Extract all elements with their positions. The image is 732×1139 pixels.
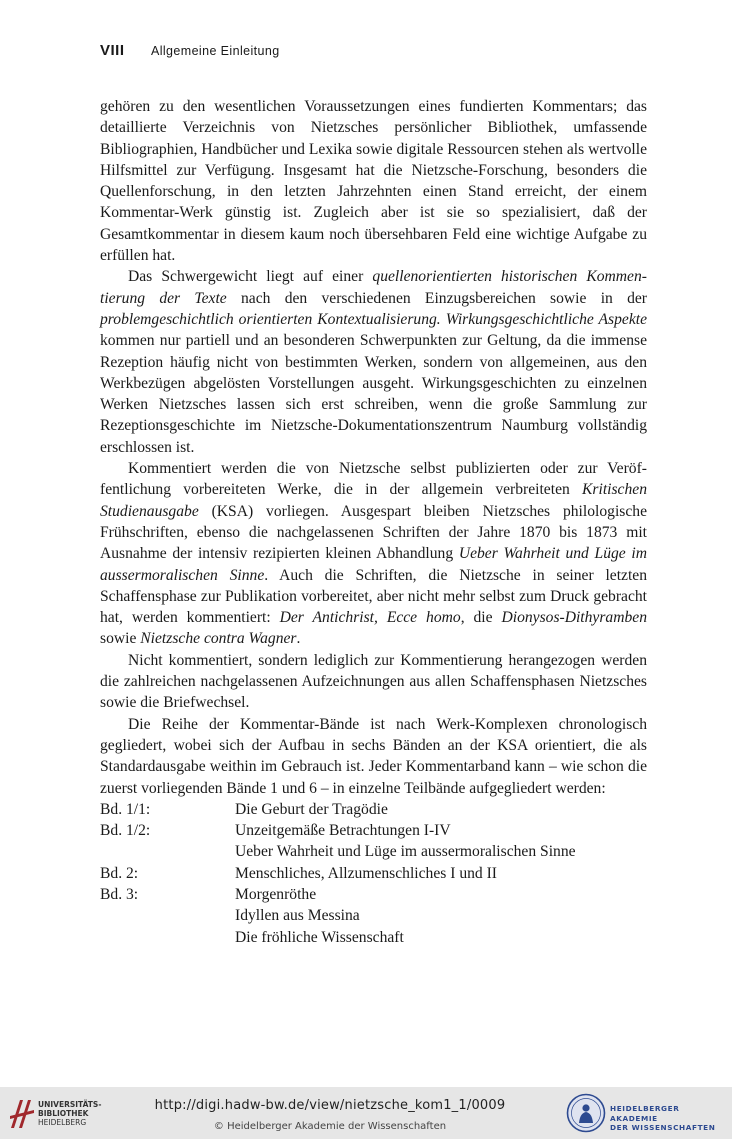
italic-run: problemgeschichtlich orientierten Kontextualisierung. Wirkungsgeschichtliche Aspekte [100, 310, 647, 328]
paragraph-4: Nicht kommentiert, sondern lediglich zur Kommentierung herangezogen werden die zahlreichen nachgelassenen Aufzeichnungen aus allen Schaffensphasen Nietzsches sowie die Briefwechsel. [100, 651, 647, 712]
volume-row [100, 927, 647, 948]
volume-label [100, 905, 235, 926]
volume-title: Menschliches, Allzumenschliches I und II [235, 864, 497, 882]
volume-title: Idyllen aus Messina [235, 907, 360, 925]
text-run: Das Schwergewicht liegt auf einer [128, 268, 373, 286]
text-run: , die [460, 609, 502, 627]
ub-name-line: UNIVERSITÄTS- [38, 1100, 102, 1109]
text-run: . Auch die Schriften, die Nietzsche in seiner letzten Schaffensphase zur Publikation vorbereitet, aber nicht mehr selbst zum Druck gebracht hat, werden kommentiert: [100, 566, 648, 627]
ub-name-line: HEIDELBERG [38, 1118, 87, 1127]
text-run: kommen nur partiell und an besonderen Schwerpunkten zur Geltung, da die immense Rezeption häufig nicht von bestimmten Werken, sondern von allgemeinen, aus den Werkbezügen abgelösten Vorstellungen ausgeht. Wirkungsgeschichten zu einzelnen Werken Nietzsches lassen sich erst schreiben, wenn die große Sammlung zur Rezeptionsgeschichte im Nietzsche-Dokumentationszentrum Naumburg vollständig erschlossen ist. [100, 332, 647, 456]
volume-title: Unzeitgemäße Betrachtungen I-IV [235, 822, 451, 840]
volume-label [100, 927, 235, 948]
volume-row [100, 820, 647, 841]
academy-name-line: DER WISSENSCHAFTEN [610, 1123, 716, 1132]
volume-label: Bd. 1/1: [100, 800, 151, 818]
text-run: . [296, 630, 301, 648]
paragraph-1: gehören zu den wesentlichen Voraussetzungen eines fundierten Kommentars; das detaillierte Verzeichnis von Nietzsches persönlicher Bibliothek, umfassende Bibliographien, Handbücher und Lexika sowie digitale Ressourcen stehen als wertvolle Hilfsmittel zur Verfügung. Insgesamt hat die Nietzsche-Forschung, besonders die Quellenforschung, in den letzten Jahrzehnten einen Stand erreicht, der einem Kommentar-Werk günstig ist. Zugleich aber ist sie so spezialisiert, daß der Gesamtkommentar in diesem kaum noch übersehbaren Feld eine wichtige Aufgabe zu erfüllen hat. [100, 98, 647, 265]
paragraph-5: Die Reihe der Kommentar-Bände ist nach Werk-Komplexen chronologisch gegliedert, wobei sich der Aufbau in sechs Bänden an der KSA orientiert, die als Standardausgabe weithin im Gebrauch ist. Jeder Kommentarband kann – wie schon die zuerst vorliegenden Bände 1 und 6 – in einzelne Teilbände aufgegliedert werden: [100, 715, 647, 797]
volume-row [100, 863, 647, 884]
volume-row [100, 841, 647, 862]
page-header [100, 42, 280, 64]
volume-row [100, 884, 647, 905]
permalink-url[interactable]: http://digi.hadw-bw.de/view/nietzsche_kom1_1/0009 [154, 1098, 506, 1113]
ub-name-line: BIBLIOTHEK [38, 1109, 89, 1118]
italic-run: Kritischen Studienausgabe [100, 481, 647, 520]
text-run: Kommentiert werden die von Nietzsche selbst publizierten oder zur Veröffentlichung vorbereiteten Werke, die in der allgemein verbreiteten [100, 460, 647, 499]
italic-run: quellenorientierten historischen Kommentierung der Texte [100, 268, 647, 307]
italic-run: Der Antichrist, Ecce homo [279, 609, 461, 627]
volume-label: Bd. 2: [100, 864, 139, 882]
volume-label: Bd. 3: [100, 885, 139, 903]
text-run: sowie [100, 630, 141, 648]
copyright-notice: © Heidelberger Akademie der Wissenschaften [213, 1121, 447, 1132]
academy-seal-icon [566, 1093, 606, 1133]
volume-title: Die fröhliche Wissenschaft [235, 928, 404, 946]
running-head: Allgemeine Einleitung [150, 44, 280, 58]
page-number: VIII [100, 42, 125, 59]
text-run: nach den verschiedenen Einzugsbereichen sowie in der [226, 289, 648, 307]
academy-name [610, 1104, 728, 1133]
italic-run: Dionysos-Dithyramben [501, 609, 647, 627]
volume-title: Ueber Wahrheit und Lüge im aussermoralischen Sinne [235, 843, 576, 861]
italic-run: Ueber Wahrheit und Lüge im aussermoralischen Sinne [100, 545, 647, 584]
body-text [100, 96, 647, 948]
italic-run: Nietzsche contra Wagner [140, 630, 297, 648]
academy-logo[interactable] [566, 1093, 728, 1133]
footer-bar [0, 1087, 732, 1139]
volume-label: Bd. 1/2: [100, 822, 151, 840]
paragraph-2 [100, 266, 647, 458]
volume-label [100, 841, 235, 862]
volume-title: Morgenröthe [235, 885, 317, 903]
academy-name-line: HEIDELBERGER AKADEMIE [610, 1104, 680, 1123]
volume-list [100, 799, 647, 948]
volume-row [100, 799, 647, 820]
volume-row [100, 905, 647, 926]
volume-title: Die Geburt der Tragödie [235, 800, 388, 818]
paragraph-3 [100, 458, 647, 650]
text-run: (KSA) vorliegen. Ausgespart bleiben Nietzsches philologische Frühschriften, ebenso die nachgelassenen Schriften der Jahre 1870 bis 1873 mit Ausnahme der intensiv rezipierten kleinen Abhandlung [100, 502, 647, 563]
